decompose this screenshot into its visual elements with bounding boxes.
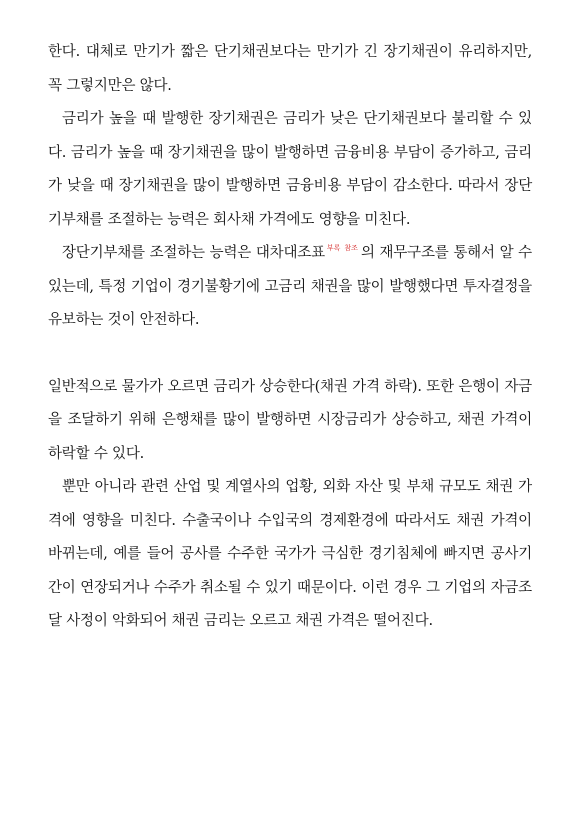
paragraph-1: 한다. 대체로 만기가 짧은 단기채권보다는 만기가 긴 장기채권이 유리하지만, 꼭 그렇지만은 않다. xyxy=(48,44,532,94)
paragraph-4: 일반적으로 물가가 오르면 금리가 상승한다(채권 가격 하락). 또한 은행이 자금을 조달하기 위해 은행채를 많이 발행하면 시장금리가 상승하고, 채권 가격이 하락할 수 있다. xyxy=(48,378,532,462)
document-page xyxy=(48,36,532,639)
reference-mark-see: 참조 xyxy=(344,244,358,252)
appendix-reference-mark xyxy=(327,245,358,252)
paragraph-3-text-after: 의 재무구조를 통해서 알 수 있는데, 특정 기업이 경기불황기에 고금리 채권을 많이 발행했다면 투자결정을 유보하는 것이 안전하다. xyxy=(48,245,532,328)
paragraph-2: 금리가 높을 때 발행한 장기채권은 금리가 낮은 단기채권보다 불리할 수 있다. 금리가 높을 때 장기채권을 많이 발행하면 금융비용 부담이 증가하고, 금리가 낮을 때 장기채권을 많이 발행하면 금융비용 부담이 감소한다. 따라서 장단기부채를 조절하는 능력은 회사채 가격에도 영향을 미친다. xyxy=(48,111,532,228)
paragraph-5: 뿐만 아니라 관련 산업 및 계열사의 업황, 외화 자산 및 부채 규모도 채권 가격에 영향을 미친다. 수출국이나 수입국의 경제환경에 따라서도 채권 가격이 바뀌는데, 예를 들어 공사를 수주한 국가가 극심한 경기침체에 빠지면 공사기간이 연장되거나 수주가 취소될 수 있기 때문이다. 이런 경우 그 기업의 자금조달 사정이 악화되어 채권 금리는 오르고 채권 가격은 떨어진다. xyxy=(48,479,532,629)
paragraph-3 xyxy=(48,237,532,338)
paragraph-3-text-before: 장단기부채를 조절하는 능력은 대차대조표 xyxy=(62,245,325,261)
reference-mark-appendix: 부록 xyxy=(326,244,341,252)
